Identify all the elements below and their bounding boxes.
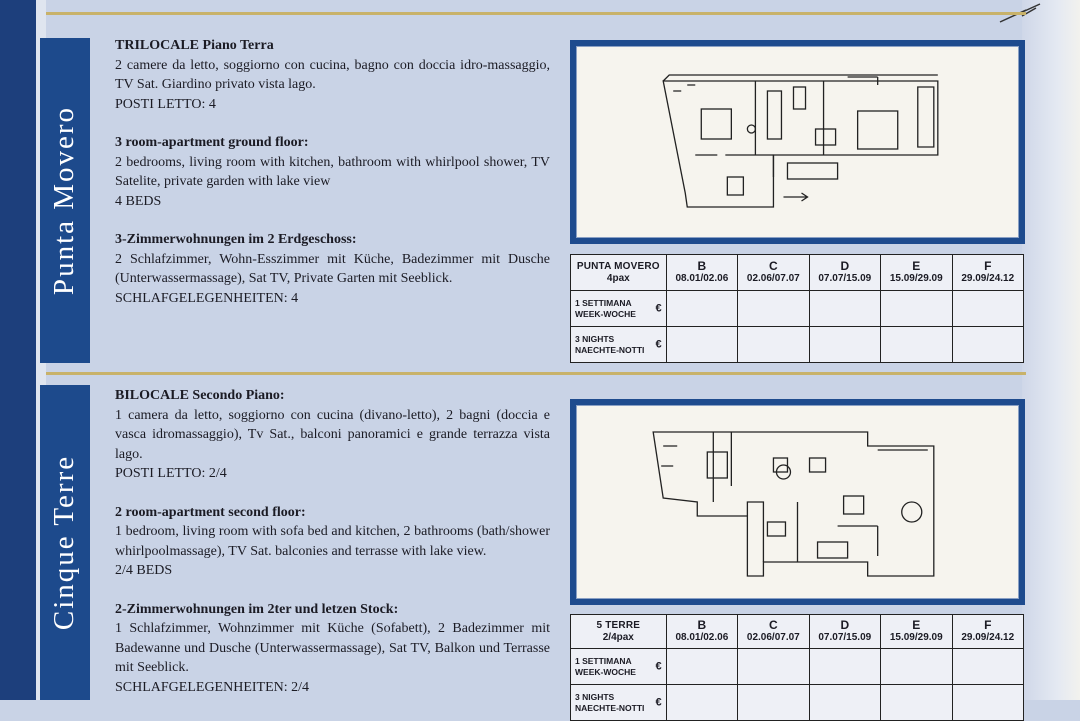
section-label-cinque-terre	[40, 385, 90, 700]
row-label-nights: 3 NIGHTS NAECHTE-NOTTI €	[571, 327, 667, 363]
italian-title: TRILOCALE Piano Terra	[115, 38, 274, 53]
italian-beds: POSTI LETTO: 4	[115, 96, 216, 112]
season-column-e: E 15.09/29.09	[881, 255, 952, 291]
euro-icon: €	[655, 338, 662, 350]
english-description: 2 bedrooms, living room with kitchen, bathroom with whirlpool shower, TV Satelite, private garden with lake view	[115, 154, 550, 189]
german-beds: SCHLAFGELEGENHEITEN: 4	[115, 290, 299, 306]
apartment-pax: 4pax	[606, 272, 630, 284]
section-label-punta-movero	[40, 38, 90, 363]
english-title: 3 room-apartment ground floor:	[115, 135, 309, 150]
english-title: 2 room-apartment second floor:	[115, 504, 306, 520]
price-table-header	[571, 255, 667, 291]
euro-icon: €	[655, 660, 662, 672]
german-beds: SCHLAFGELEGENHEITEN: 2/4	[115, 679, 310, 695]
apartment-name: 5 TERRE	[596, 619, 641, 631]
left-binding-edge	[0, 0, 36, 700]
price-table-header	[571, 615, 667, 649]
table-row	[571, 327, 1024, 363]
apartment-name: PUNTA MOVERO	[576, 260, 660, 272]
euro-icon: €	[655, 696, 662, 708]
season-column-f: F 29.09/24.12	[952, 615, 1024, 649]
italian-description: 2 camere da letto, soggiorno con cucina, bagno con doccia idro-massaggio, TV Sat. Giardino privato vista lago.	[115, 57, 550, 92]
english-description: 1 bedroom, living room with sofa bed and kitchen, 2 bathrooms (bath/shower whirlpoolmassage), TV Sat. balconies and terrasse with lake view.	[115, 524, 550, 559]
euro-icon: €	[655, 302, 662, 314]
season-column-d: D 07.07/15.09	[809, 255, 880, 291]
description-cinque-terre	[115, 386, 550, 697]
season-column-c: C 02.06/07.07	[738, 255, 809, 291]
floor-plan-drawing	[577, 47, 1018, 237]
english-beds: 2/4 BEDS	[115, 563, 173, 578]
italian-description: 1 camera da letto, soggiorno con cucina (divano-letto), 2 bagni (doccia e vasca idromassaggio), Tv Sat., balconi panoramici e grande terrazza vista lago.	[115, 407, 550, 462]
season-column-f: F 29.09/24.12	[952, 255, 1024, 291]
apartment-pax: 2/4pax	[602, 631, 634, 643]
right-page-edge	[1022, 0, 1080, 700]
german-title: 2-Zimmerwohnungen im 2ter und letzen Stock:	[115, 601, 399, 617]
table-row	[571, 649, 1024, 685]
table-row	[571, 685, 1024, 721]
english-beds: 4 BEDS	[115, 193, 162, 209]
row-label-nights: 3 NIGHTS NAECHTE-NOTTI €	[571, 685, 667, 721]
section-label-text: Cinque Terre	[48, 454, 81, 631]
floor-plan-punta-movero	[570, 40, 1025, 244]
german-title: 3-Zimmerwohnungen im 2 Erdgeschoss:	[115, 232, 357, 247]
italian-title: BILOCALE Secondo Piano:	[115, 388, 285, 403]
italian-beds: POSTI LETTO: 2/4	[115, 466, 227, 481]
description-punta-movero	[115, 36, 550, 308]
season-column-b: B 08.01/02.06	[666, 255, 737, 291]
row-label-week: 1 SETTIMANA WEEK-WOCHE €	[571, 291, 667, 327]
german-description: 1 Schlafzimmer, Wohnzimmer mit Küche (Sofabett), 2 Badezimmer mit Badewanne und Dusche (Unterwassermassage), Sat TV, Balkon und Terrasse mit Seeblick.	[115, 621, 550, 675]
price-table-punta-movero	[570, 254, 1024, 363]
season-column-d: D 07.07/15.09	[809, 615, 880, 649]
gold-rule-top	[46, 12, 1026, 15]
season-column-e: E 15.09/29.09	[881, 615, 952, 649]
price-table-cinque-terre	[570, 614, 1024, 721]
german-description: 2 Schlafzimmer, Wohn-Esszimmer mit Küche, Badezimmer mit Dusche (Unterwassermassage), Sat TV, Private Garten mit Seeblick.	[115, 251, 550, 286]
gold-rule-middle	[46, 372, 1026, 375]
floor-plan-drawing	[577, 406, 1018, 598]
table-row	[571, 291, 1024, 327]
season-column-c: C 02.06/07.07	[738, 615, 809, 649]
row-label-week: 1 SETTIMANA WEEK-WOCHE €	[571, 649, 667, 685]
floor-plan-cinque-terre	[570, 399, 1025, 605]
section-label-text: Punta Movero	[48, 105, 81, 296]
season-column-b: B 08.01/02.06	[666, 615, 737, 649]
